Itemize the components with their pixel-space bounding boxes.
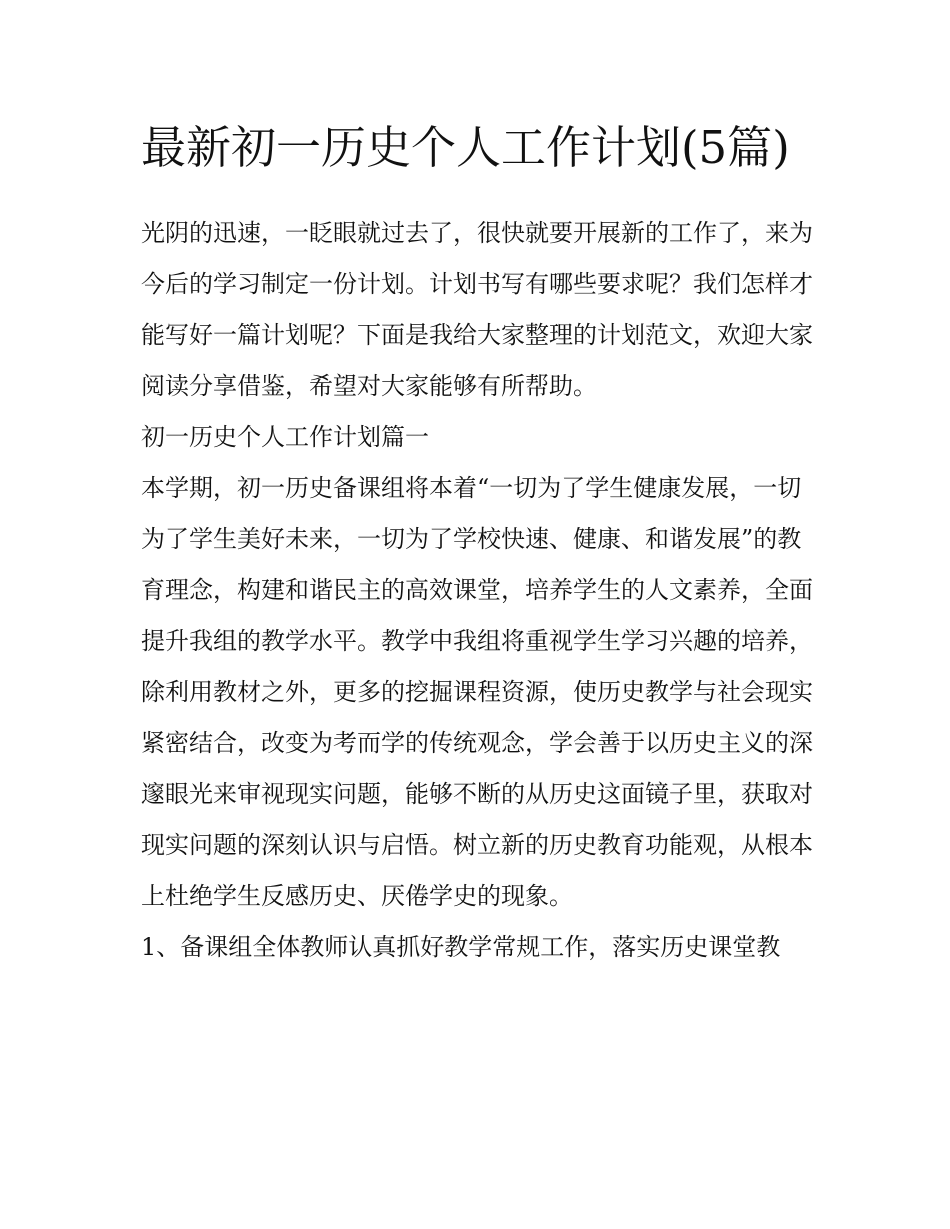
document-content	[141, 112, 816, 973]
section-heading: 初一历史个人工作计划篇一	[141, 423, 429, 451]
list-item: 1、备课组全体教师认真抓好教学常规工作，落实历史课堂教	[141, 933, 781, 961]
intro-paragraph: 光阴的迅速，一眨眼就过去了，很快就要开展新的工作了，来为今后的学习制定一份计划。计划书写有哪些要求呢？我们怎样才能写好一篇计划呢？下面是我给大家整理的计划范文，欢迎大家阅读分享借鉴，希望对大家能够有所帮助。	[141, 219, 813, 400]
body-paragraph: 本学期，初一历史备课组将本着“一切为了学生健康发展，一切为了学生美好未来，一切为了学校快速、健康、和谐发展”的教育理念，构建和谐民主的高效课堂，培养学生的人文素养，全面提升我组的教学水平。教学中我组将重视学生学习兴趣的培养，除利用教材之外，更多的挖掘课程资源，使历史教学与社会现实紧密结合，改变为考而学的传统观念，学会善于以历史主义的深邃眼光来审视现实问题，能够不断的从历史这面镜子里，获取对现实问题的深刻认识与启悟。树立新的历史教育功能观，从根本上杜绝学生反感历史、厌倦学史的现象。	[141, 474, 813, 910]
document-title: 最新初一历史个人工作计划(5篇)	[141, 121, 790, 174]
